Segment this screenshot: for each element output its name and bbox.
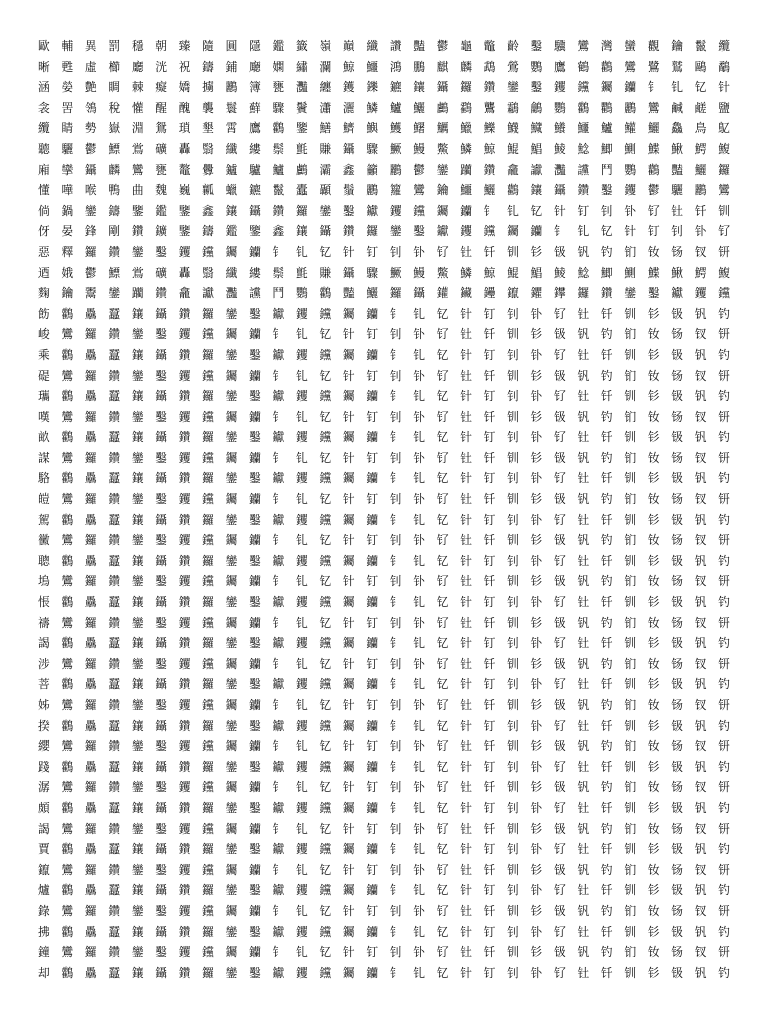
text-line-18: 瓗鸛驫蠶鑲鑷鑽鑼鑾鑿钀钁钂钃钄钅钆钇针钉钊钋钌钍钎钏钐钑钒钓 [38,389,730,404]
text-line-34: 揆鸛驫蠶鑲鑷鑽鑼鑾鑿钀钁钂钃钄钅钆钇针钉钊钋钌钍钎钏钐钑钒钓 [38,718,730,733]
text-line-40: 賈鸛驫蠶鑲鑷鑽鑼鑾鑿钀钁钂钃钄钅钆钇针钉钊钋钌钍钎钏钐钑钒钓 [38,842,730,857]
text-line-46: 却鸛驫蠶鑲鑷鑽鑼鑾鑿钀钁钂钃钄钅钆钇针钉钊钋钌钍钎钏钐钑钒钓 [38,965,730,980]
text-line-5: 纜睛勢嶽淵鴛瑣墾霄鷹鸛鑒鱔鱭鱮鱯鱰鱱鱲鱳鱴鱵鱶鱷鱸鱹鱺鱻鳥鳦 [38,121,730,136]
text-line-24: 駕鸛驫蠶鑲鑷鑽鑼鑾鑿钀钁钂钃钄钅钆钇针钉钊钋钌钍钎钏钐钑钒钓 [38,512,730,527]
text-line-29: 禱鸞鑼鑽鑾鑿钁钂钃钄钅钆钇针钉钊钋钌钍钎钏钐钑钒钓钔钕钖钗钘 [38,615,730,630]
text-line-25: 黴鸞鑼鑽鑾鑿钁钂钃钄钅钆钇针钉钊钋钌钍钎钏钐钑钒钓钔钕钖钗钘 [38,533,730,548]
text-line-8: 懂嘩喉鴨曲魏巍瓤蠟鑣鬣蠹顳鬚鸝籮鸞鑰鱷鱺鸛鑲鑷鑽鑿钁鬱驪鸝鸞 [38,183,730,198]
text-line-6: 聽驪鬱鰾鴬礦轟翳纖縷鬃氈賺鑷驟鱖鰻鱉鱗鯨鯤鯧鯪鯰鯽鰂鰈鰍鰐鰒 [38,141,730,156]
text-line-23: 皚鸞鑼鑽鑾鑿钁钂钃钄钅钆钇针钉钊钋钌钍钎钏钐钑钒钓钔钕钖钗钘 [38,492,730,507]
text-line-11: 惡釋鑼鑽鑾鑿钁钂钃钄钅钆钇针钉钊钋钌钍钎钏钐钑钒钓钔钕钖钗钘 [38,244,730,259]
text-line-36: 踐鸛驫蠶鑲鑷鑽鑼鑾鑿钀钁钂钃钄钅钆钇针钉钊钋钌钍钎钏钐钑钒钓 [38,759,730,774]
text-line-3: 涵嫈艶睭棘癡嬌擄鸝簿甕灩纏鑊鑠鑣鑲鑷鑼鑽鑾鑿钁钂钃钄钅钆钇针 [38,80,730,95]
text-line-44: 拂鸛驫蠶鑲鑷鑽鑼鑾鑿钀钁钂钃钄钅钆钇针钉钊钋钌钍钎钏钐钑钒钓 [38,924,730,939]
text-line-37: 潺鸞鑼鑽鑾鑿钁钂钃钄钅钆钇针钉钊钋钌钍钎钏钐钑钒钓钔钕钖钗钘 [38,780,730,795]
text-line-17: 碮鸞鑼鑽鑾鑿钁钂钃钄钅钆钇针钉钊钋钌钍钎钏钐钑钒钓钔钕钖钗钘 [38,368,730,383]
text-line-32: 菩鸛驫蠶鑲鑷鑽鑼鑾鑿钀钁钂钃钄钅钆钇针钉钊钋钌钍钎钏钐钑钒钓 [38,677,730,692]
text-line-30: 謁鸛驫蠶鑲鑷鑽鑼鑾鑿钀钁钂钃钄钅钆钇针钉钊钋钌钍钎钏钐钑钒钓 [38,636,730,651]
text-line-16: 乘鸛驫蠶鑲鑷鑽鑼鑾鑿钀钁钂钃钄钅钆钇针钉钊钋钌钍钎钏钐钑钒钓 [38,347,730,362]
text-line-13: 麴鑰鬻鑾躪鑽龕讞灩讜鬥鸚鸛豔鱺鑼鑷鑵鑶鑸鑹鑺鑻鑼鑽鑾鑿钀钁钂 [38,286,730,301]
text-line-10: 伢晏鋒剛鑽鑛鑒鑄鑑鑒鑫鑲鑷鑽鑼鑾鑿钀钁钂钃钄钅钆钇针钉钊钋钌 [38,224,730,239]
text-line-19: 嘆鸞鑼鑽鑾鑿钁钂钃钄钅钆钇针钉钊钋钌钍钎钏钐钑钒钓钔钕钖钗钘 [38,409,730,424]
text-line-41: 鑹鸞鑼鑽鑾鑿钁钂钃钄钅钆钇针钉钊钋钌钍钎钏钐钑钒钓钔钕钖钗钘 [38,862,730,877]
text-line-35: 纓鸞鑼鑽鑾鑿钁钂钃钄钅钆钇针钉钊钋钌钍钎钏钐钑钒钓钔钕钖钗钘 [38,739,730,754]
text-line-28: 悵鸛驫蠶鑲鑷鑽鑼鑾鑿钀钁钂钃钄钅钆钇针钉钊钋钌钍钎钏钐钑钒钓 [38,595,730,610]
text-line-38: 頗鸛驫蠶鑲鑷鑽鑼鑾鑿钀钁钂钃钄钅钆钇针钉钊钋钌钍钎钏钐钑钒钓 [38,800,730,815]
text-line-9: 倘鍋鑾鑄鑒鑑鑒鑫鑲鑷鑽鑼鑾鑿钀钁钂钃钄钅钆钇针钉钊钋钌钍钎钏 [38,203,730,218]
text-line-1: 歐輔異罰穩朝臻隨圓隱鑑籤嶺巔纖讚豔鬱龜鼈齡鑿驥鸞灣蠻觀鑰鬣纜 [38,39,730,53]
text-line-4: 衾罟鴒稅懽醒醜襲鬟蘚驟鬢瀟灑鱗鱸鱺鸕鸖鸗鸘鸙鸚鸛鸜鸝鸞鹹鹺鹽 [38,100,730,115]
text-line-42: 爐鸛驫蠶鑲鑷鑽鑼鑾鑿钀钁钂钃钄钅钆钇针钉钊钋钌钍钎钏钐钑钒钓 [38,883,730,898]
text-line-33: 姊鸞鑼鑽鑾鑿钁钂钃钄钅钆钇针钉钊钋钌钍钎钏钐钑钒钓钔钕钖钗钘 [38,698,730,712]
text-line-27: 塢鸞鑼鑽鑾鑿钁钂钃钄钅钆钇针钉钊钋钌钍钎钏钐钑钒钓钔钕钖钗钘 [38,574,730,589]
text-line-2: 晰甦虛櫛廳洸祝鑄鋪廰嫻繡瀾鯨鱷鴻鵬麒麟鵡鶯鸚鷹鶴鸛鸞鷺鷲鷗鷸 [38,59,730,74]
text-line-20: 畝鸛驫蠶鑲鑷鑽鑼鑾鑿钀钁钂钃钄钅钆钇针钉钊钋钌钍钎钏钐钑钒钓 [38,430,730,445]
text-line-14: 飭鸛驫蠶鑲鑷鑽鑼鑾鑿钀钁钂钃钄钅钆钇针钉钊钋钌钍钎钏钐钑钒钓 [38,306,730,321]
text-line-7: 廂攣鑷麟鸞甕鼇釁鑪驢鱸鸕灞鑫籲鸝鬱鑾躪鑽龕讞灩讜鬥鸚鸛豔鱺鑼 [38,162,730,177]
text-line-21: 謀鸞鑼鑽鑾鑿钁钂钃钄钅钆钇针钉钊钋钌钍钎钏钐钑钒钓钔钕钖钗钘 [38,450,730,465]
text-line-15: 峻鸞鑼鑽鑾鑿钁钂钃钄钅钆钇针钉钊钋钌钍钎钏钐钑钒钓钔钕钖钗钘 [38,327,730,342]
text-line-12: 迺娥鬱鰾鴬礦轟翳纖縷鬃氈賺鑷驟鱖鰻鱉鱗鯨鯤鯧鯪鯰鯽鰂鰈鰍鰐鰒 [38,265,730,280]
text-line-43: 錄鸞鑼鑽鑾鑿钁钂钃钄钅钆钇针钉钊钋钌钍钎钏钐钑钒钓钔钕钖钗钘 [38,903,730,918]
text-line-31: 涉鸞鑼鑽鑾鑿钁钂钃钄钅钆钇针钉钊钋钌钍钎钏钐钑钒钓钔钕钖钗钘 [38,656,730,671]
text-line-39: 謁鸞鑼鑽鑾鑿钁钂钃钄钅钆钇针钉钊钋钌钍钎钏钐钑钒钓钔钕钖钗钘 [38,821,730,836]
text-line-45: 鐘鸞鑼鑽鑾鑿钁钂钃钄钅钆钇针钉钊钋钌钍钎钏钐钑钒钓钔钕钖钗钘 [38,945,730,960]
text-line-22: 駱鸛驫蠶鑲鑷鑽鑼鑾鑿钀钁钂钃钄钅钆钇针钉钊钋钌钍钎钏钐钑钒钓 [38,471,730,486]
text-line-26: 聰鸛驫蠶鑲鑷鑽鑼鑾鑿钀钁钂钃钄钅钆钇针钉钊钋钌钍钎钏钐钑钒钓 [38,553,730,568]
